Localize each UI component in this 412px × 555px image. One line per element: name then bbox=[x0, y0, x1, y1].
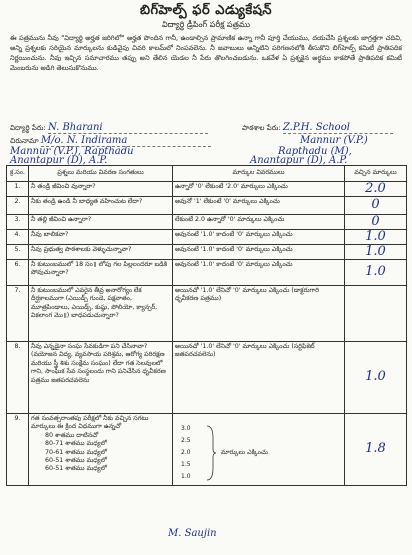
scale-value: 2.5 bbox=[181, 437, 191, 444]
school-address-value-3: Anantapur (D), A.P. bbox=[250, 155, 348, 166]
row-num: 2. bbox=[7, 197, 29, 215]
band-item: 70-61 శాతము మధ్యలో bbox=[45, 448, 108, 456]
table-row bbox=[7, 230, 407, 245]
band-item: 60-51 శాతము మధ్యలో bbox=[45, 457, 108, 465]
row-marks-rule: అవునంటే '1.0' కాదంటే '0' మార్కులు ఎక్కించు bbox=[173, 260, 345, 286]
row-score[interactable]: 0 bbox=[345, 215, 407, 230]
school-address-value-2: Rapthadu (M), bbox=[278, 146, 352, 157]
row-question: నీ కుటుంబములో ఎవరైన తీవ్ర అనారోగ్యం లేక దీర్ఘకాలముగా (ఎయిడ్స్ గుండె, పక్షవాతం, మూత్రపిండాలు, ఎయిడ్స్, కుష్ఠు, పోలియో, క్యాన్సర్, వికలాంగ మొ॥) బాధపడుచున్నారా? bbox=[29, 286, 173, 342]
row-marks-rule: అయినచో '1.0' లేనిచో '0' మార్కులు ఎక్కించు (డాక్టరుగారి ధృవీకరణ పత్రము) bbox=[173, 286, 345, 342]
row-num: 5. bbox=[7, 245, 29, 260]
row-score[interactable]: 1.0 bbox=[345, 342, 407, 414]
row-question: నీ కుటుంబములో 18 సం॥ లోపు గల పిల్లలందరూ బడికి పోవుచున్నారా? bbox=[29, 260, 173, 286]
row-question: నీవు ఎన్నడైనా సంఘ సేవకుడిగా పని చేసినావా? (వయోజన విద్య, వ్యవసాయ పరిశ్రమ, ఆరోగ్య పరిరక్షణ మరియు స్త్రీ శిశు సంక్షేమ సంఘం) లేదా గత సెలవులలో గాని, సాంఘిక సేవ సంస్థలందు గాని పనిచేసిన ధృవీకరణ పత్రము జతపరచవలెను bbox=[29, 342, 173, 414]
row-num: 9. bbox=[7, 414, 29, 486]
band-item: 80-71 శాతము మధ్యలో bbox=[45, 440, 108, 448]
table-row bbox=[7, 286, 407, 342]
row-question: నీవు ప్రభుత్వ పాఠశాలకు వెళ్ళుచున్నావా? bbox=[29, 245, 173, 260]
signature: M. Saujin bbox=[168, 528, 217, 539]
scale-values bbox=[175, 423, 205, 483]
table-row bbox=[7, 182, 407, 197]
school-name-label: పాఠశాల పేరు: bbox=[242, 124, 281, 132]
table-row bbox=[7, 215, 407, 230]
row-score[interactable]: 0 bbox=[345, 197, 407, 215]
row-num: 1. bbox=[7, 182, 29, 197]
scale-value: 1.5 bbox=[181, 461, 191, 468]
scale-value: 2.0 bbox=[181, 449, 191, 456]
school-address-value-1: Mannur (V.P.) bbox=[300, 135, 368, 146]
table-header-row bbox=[7, 166, 407, 182]
table-row bbox=[7, 260, 407, 286]
percentage-bands bbox=[31, 432, 170, 474]
scale-note: మార్కులు ఎక్కించు bbox=[221, 448, 268, 456]
row-score[interactable]: 1.0 bbox=[345, 230, 407, 245]
row-num: 3. bbox=[7, 215, 29, 230]
col-header-num: క్ర.సం. bbox=[7, 166, 29, 182]
row-score[interactable]: 1.0 bbox=[345, 260, 407, 286]
row-question: నీ తల్లి జీవించి ఉన్నారా? bbox=[29, 215, 173, 230]
address-line-1: M/o. N. Indirama bbox=[41, 135, 211, 147]
row-marks-scale bbox=[173, 414, 345, 486]
table-row bbox=[7, 342, 407, 414]
row-marks-rule: ఉన్నారో '0' లేకుంటే '2.0' మార్కులు ఎక్కించు bbox=[173, 182, 345, 197]
address-label: చిరునామా bbox=[10, 137, 39, 145]
school-name-row bbox=[242, 122, 393, 134]
student-name-label: విద్యార్థి పేరు: bbox=[10, 124, 46, 132]
row-question: నీ తండ్రి జీవించి వున్నారా? bbox=[29, 182, 173, 197]
scale-brace-icon bbox=[205, 424, 217, 482]
row-num: 8. bbox=[7, 342, 29, 414]
row-question: గత సంవత్సరాంతపు పరీక్షలో నీకు వచ్చిన సగటు మార్కులు ఈ క్రింద విధముగా ఉన్నచో bbox=[31, 415, 149, 431]
band-item: 80 శాతము దాటినచో bbox=[45, 431, 99, 439]
row-score[interactable]: 1.0 bbox=[345, 245, 407, 260]
student-name-value: N. Bharani bbox=[48, 122, 208, 134]
col-header-marks: మార్కుల వివరములు bbox=[173, 166, 345, 182]
table-row bbox=[7, 414, 407, 486]
row-question-with-bands bbox=[29, 414, 173, 486]
col-header-question: ప్రశ్నలు మరియు వివరణ సంగతులు bbox=[29, 166, 173, 182]
row-score[interactable]: 1.8 bbox=[345, 414, 407, 486]
scale-value: 3.0 bbox=[181, 425, 191, 432]
scale-value: 1.0 bbox=[181, 473, 191, 480]
student-name-row bbox=[10, 122, 208, 134]
table-row bbox=[7, 245, 407, 260]
row-score[interactable]: 2.0 bbox=[345, 182, 407, 197]
row-marks-rule: అవునంటే '1.0' కాదంటే '0' మార్కులు ఎక్కించు bbox=[173, 245, 345, 260]
row-num: 4. bbox=[7, 230, 29, 245]
row-marks-rule: లేకుంటే 2.0 ఉన్నారో '0' మార్కులు ఎక్కించు bbox=[173, 215, 345, 230]
school-address-line-1 bbox=[300, 135, 368, 146]
row-num: 7. bbox=[7, 286, 29, 342]
instructions-paragraph: ఈ పత్రమును నీవు "విద్యార్థి అర్హత జరిగిలో" అర్హత పొందిన గానీ, ఉండాల్సిన ప్రామాణిక ఉన్నా గానీ పూర్తి చేయుము, దయచేసి ప్రశ్నలకు జాగ్రత్తగా చదివి, అన్ని ప్రశ్నలకు సరియైన మార్కులను కుడివైపు చివరి కాలమ్‌లో నింపవలెను. నీ జవాబులు అన్నిటిని పరిగణనలోకి తీసుకొని బిగ్‌హెల్ప్ కమిటీ ప్రాతిపదిక నిర్ణయించును. నీవు ఇచ్చిన సమాచారము తప్పు అని తేలిన యెడల నీ పేరు తొలగించబడును. ఒకవేళ ఏ ప్రశ్నకైన అర్థము కాకపోతే ప్రాతిపదిక కమిటీ మెంబరును అడిగి తెలుసుకొనుము. bbox=[10, 34, 402, 72]
address-line-2: Mannur (V.P.), Rapthadu bbox=[10, 146, 134, 157]
row-marks-rule: అవునంటే '1.0' కాదంటే '0' మార్కులు ఎక్కించు bbox=[173, 230, 345, 245]
band-item: 60-51 శాతము మధ్యలో bbox=[45, 465, 108, 473]
form-subtitle: విద్యార్థి డ్రీపింగ్ పరీక్ష పత్రము bbox=[161, 20, 251, 29]
col-header-score: వచ్చిన మార్కులు bbox=[345, 166, 407, 182]
row-marks-rule: అయినచో '1.0' లేనిచో '0' మార్కులు ఎక్కించు (సర్టిఫికెట్ జతపరచవలెను) bbox=[173, 342, 345, 414]
address-line-3: Anantapur (D), A.P. bbox=[10, 155, 108, 166]
eligibility-table bbox=[6, 165, 407, 486]
row-num: 6. bbox=[7, 260, 29, 286]
school-name-value: Z.P.H. School bbox=[283, 122, 393, 134]
form-title: బిగ్‌హెల్ప్ ఫర్ ఎడ్యుకేషన్ bbox=[139, 3, 273, 18]
row-question: నీవు బాలికవా? bbox=[29, 230, 173, 245]
row-question: నీకు తండ్రి ఉండి నీ బాధ్యత వహించుట లేదా? bbox=[29, 197, 173, 215]
row-marks-rule: అవునో '1' లేకుంటే '0' మార్కులు ఎక్కించు bbox=[173, 197, 345, 215]
row-score[interactable] bbox=[345, 286, 407, 342]
table-row bbox=[7, 197, 407, 215]
